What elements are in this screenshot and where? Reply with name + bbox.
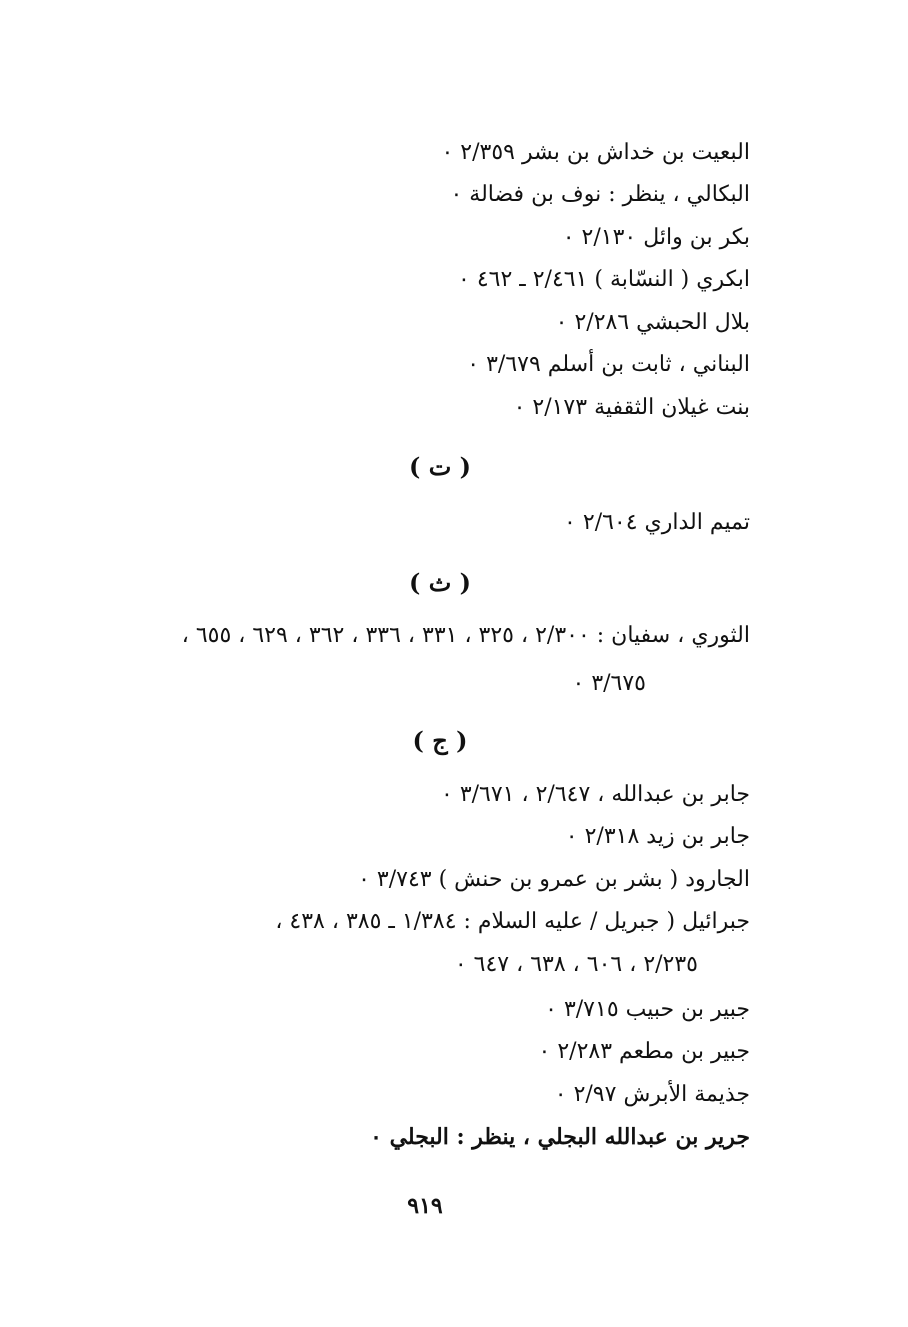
index-entry: جابر بن زيد ٢/٣١٨ ٠	[565, 824, 750, 849]
index-entry: جذيمة الأبرش ٢/٩٧ ٠	[554, 1082, 750, 1107]
index-entry: جبرائيل ( جبريل / عليه السلام : ١/٣٨٤ ـ ٣٨٥ ، ٤٣٨ ،	[275, 909, 750, 934]
index-entry: تميم الداري ٢/٦٠٤ ٠	[564, 510, 750, 535]
section-heading-tha: ( ث )	[408, 568, 471, 597]
index-entry: البناني ، ثابت بن أسلم ٣/٦٧٩ ٠	[467, 352, 750, 377]
index-entry: الثوري ، سفيان : ٢/٣٠٠ ، ٣٢٥ ، ٣٣١ ، ٣٣٦ ، ٣٦٢ ، ٦٢٩ ، ٦٥٥ ،	[181, 623, 750, 648]
index-entry: البعيت بن خداش بن بشر ٢/٣٥٩ ٠	[441, 140, 750, 165]
index-entry: جبير بن حبيب ٣/٧١٥ ٠	[545, 997, 750, 1022]
index-entry: بلال الحبشي ٢/٢٨٦ ٠	[555, 310, 750, 335]
section-heading-ta: ( ت )	[408, 452, 471, 481]
index-entry: جرير بن عبدالله البجلي ، ينظر : البجلي ٠	[370, 1124, 750, 1150]
index-entry-continuation: ٣/٦٧٥ ٠	[572, 671, 646, 696]
section-heading-jim: ( ج )	[412, 726, 468, 755]
index-entry-continuation: ٢/٢٣٥ ، ٦٠٦ ، ٦٣٨ ، ٦٤٧ ٠	[454, 952, 698, 977]
index-entry: البكالي ، ينظر : نوف بن فضالة ٠	[450, 182, 750, 207]
index-entry: جبير بن مطعم ٢/٢٨٣ ٠	[538, 1039, 750, 1064]
index-entry: بنت غيلان الثقفية ٢/١٧٣ ٠	[513, 395, 750, 420]
index-entry: بكر بن وائل ٢/١٣٠ ٠	[562, 225, 750, 250]
index-entry: ابكري ( النسّابة ) ٢/٤٦١ ـ ٤٦٢ ٠	[458, 267, 750, 292]
index-entry: الجارود ( بشر بن عمرو بن حنش ) ٣/٧٤٣ ٠	[358, 867, 750, 892]
index-entry: جابر بن عبدالله ، ٢/٦٤٧ ، ٣/٦٧١ ٠	[440, 782, 750, 807]
page-number: ٩١٩	[407, 1193, 443, 1219]
